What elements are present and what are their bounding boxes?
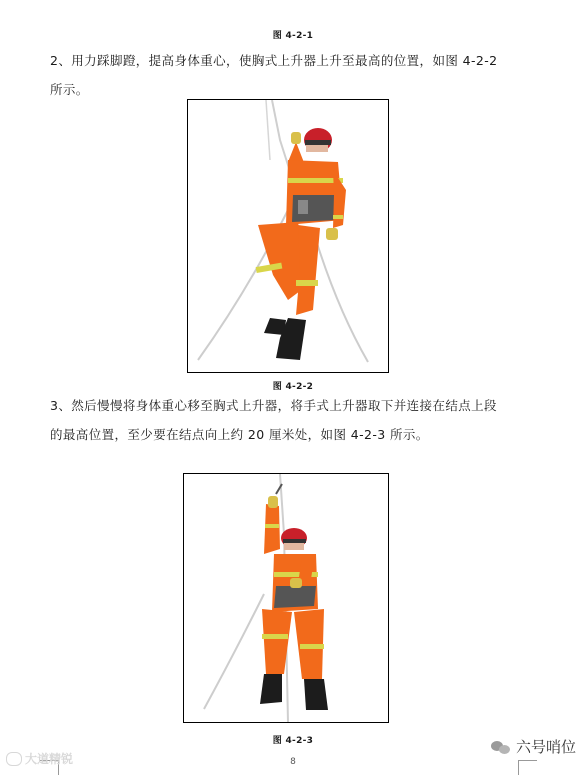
- watermark-right: [491, 736, 576, 757]
- figure-caption-4-2-2: 图 4-2-2: [272, 382, 314, 392]
- figure-image-4-2-3: [183, 473, 389, 723]
- wechat-icon: [491, 739, 511, 755]
- paragraph-step-3: [50, 391, 550, 449]
- weibo-icon: [6, 752, 22, 766]
- paragraph-step-2: [50, 46, 550, 104]
- watermark-left: [6, 750, 73, 767]
- figure-caption-4-2-1: 图 4-2-1: [272, 31, 314, 41]
- paragraph-line: 的最高位置，至少要在结点向上约 20 厘米处，如图 4-2-3 所示。: [50, 427, 429, 442]
- paragraph-line: 所示。: [50, 82, 89, 97]
- figure-image-4-2-2: [187, 99, 389, 373]
- watermark-right-text: 六号哨位: [515, 738, 576, 756]
- firefighter-ascending-photo: [188, 100, 388, 372]
- paragraph-line: 3、然后慢慢将身体重心移至胸式上升器，将手式上升器取下并连接在结点上段: [50, 398, 497, 413]
- watermark-left-text: 大道精锐: [25, 752, 74, 766]
- paragraph-line: 2、用力踩脚蹬，提高身体重心，使胸式上升器上升至最高的位置，如图 4-2-2: [50, 53, 498, 68]
- firefighter-suspended-photo: [184, 474, 388, 722]
- figure-caption-4-2-3: 图 4-2-3: [272, 736, 314, 746]
- page-number: 8: [290, 757, 296, 767]
